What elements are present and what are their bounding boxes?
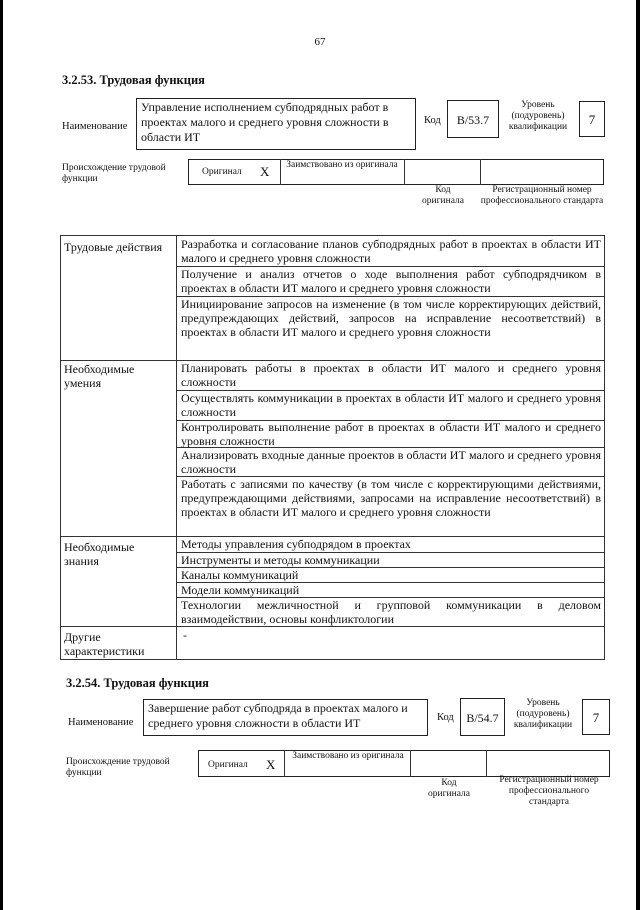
origin-label: Происхождение трудовой функции	[62, 163, 166, 184]
knowledge-label: Необходимые знания	[64, 540, 135, 568]
skill-item: Контролировать выполнение работ в проектах в области ИТ малого и среднего уровня сложности	[181, 420, 601, 448]
knowledge-item: Каналы коммуникаций	[181, 568, 299, 582]
labor-action-item: Инициирование запросов на изменение (в том числе корректирующих действий, предупреждающих действий, запросов на исправление несоответствий) в проектах в области ИТ малого и среднего уровня сложности	[181, 297, 601, 339]
code-value: B/54.7	[466, 711, 499, 725]
skill-item: Анализировать входные данные проектов в области ИТ малого и среднего уровня сложности	[181, 448, 601, 476]
section-heading-54: 3.2.54. Трудовая функция	[66, 676, 209, 690]
other-value: -	[183, 628, 187, 642]
row-separator	[60, 626, 605, 627]
borrowed-label: Заимствовано из оригинала	[286, 160, 398, 170]
skill-item: Осуществлять коммуникации в проектах в области ИТ малого и среднего уровня сложности	[181, 391, 601, 419]
level-box	[582, 699, 610, 735]
other-label: Другие характеристики	[64, 630, 145, 658]
skill-item: Планировать работы в проектах в области ИТ малого и среднего уровня сложности	[181, 361, 601, 389]
page-number: 67	[314, 36, 326, 48]
labor-action-item: Получение и анализ отчетов о ходе выполнения работ субподрядчиком в проектах в области ИТ малого и среднего уровня сложности	[181, 267, 601, 295]
scan-edge-left	[0, 0, 3, 910]
borrowed-label: Заимствовано из оригинала	[292, 751, 404, 761]
code-value: B/53.7	[456, 113, 490, 127]
level-label: Уровень (подуровень) квалификации	[513, 698, 573, 730]
skills-label: Необходимые умения	[64, 362, 135, 390]
divider	[480, 159, 481, 185]
level-value: 7	[588, 112, 596, 127]
labor-actions-label: Трудовые действия	[64, 240, 163, 254]
code-original-label: Код оригинала	[422, 185, 464, 206]
name-label: Наименование	[68, 717, 134, 728]
original-mark: X	[266, 757, 276, 772]
function-name: Завершение работ субподряда в проектах малого и среднего уровня сложности в области ИТ	[148, 701, 408, 730]
original-label: Оригинал	[202, 167, 242, 177]
function-name: Управление исполнением субподрядных работ в проектах малого и среднего уровня сложности в области ИТ	[141, 100, 389, 144]
knowledge-item: Модели коммуникаций	[181, 583, 300, 597]
code-label: Код	[437, 712, 454, 723]
name-label: Наименование	[62, 121, 128, 132]
function-name-box	[136, 98, 416, 150]
level-label: Уровень (подуровень) квалификации	[508, 100, 568, 132]
divider	[404, 159, 405, 185]
knowledge-item: Методы управления субподрядом в проектах	[181, 537, 411, 551]
scan-edge-right	[636, 0, 640, 910]
section-heading-53: 3.2.53. Трудовая функция	[62, 73, 205, 87]
code-box	[460, 698, 505, 736]
labor-action-item: Разработка и согласование планов субподрядных работ в проектах в области ИТ малого и среднего уровня сложности	[181, 237, 601, 265]
divider	[410, 750, 411, 777]
knowledge-item: Технологии межличностной и групповой коммуникации в деловом взаимодействии, основы конфликтологии	[181, 598, 601, 626]
origin-label: Происхождение трудовой функции	[66, 757, 170, 778]
level-value: 7	[592, 710, 600, 725]
divider	[280, 159, 281, 185]
code-box	[447, 100, 499, 138]
divider	[284, 750, 285, 777]
skill-item: Работать с записями по качеству (в том числе с корректирующими действиями, предупреждающими действиями, запросами на исправление несоответствий) в проектах в области ИТ малого и среднего уровня сложности	[181, 477, 601, 519]
code-original-label: Код оригинала	[428, 778, 470, 799]
original-mark: X	[260, 164, 270, 179]
level-box	[579, 101, 605, 137]
reg-number-label: Регистрационный номер профессионального стандарта	[499, 775, 599, 807]
original-label: Оригинал	[208, 760, 248, 770]
divider	[486, 750, 487, 777]
knowledge-item: Инструменты и методы коммуникации	[181, 553, 380, 567]
code-label: Код	[424, 115, 441, 126]
function-name-box	[143, 699, 428, 736]
reg-number-label: Регистрационный номер профессионального стандарта	[480, 185, 604, 206]
